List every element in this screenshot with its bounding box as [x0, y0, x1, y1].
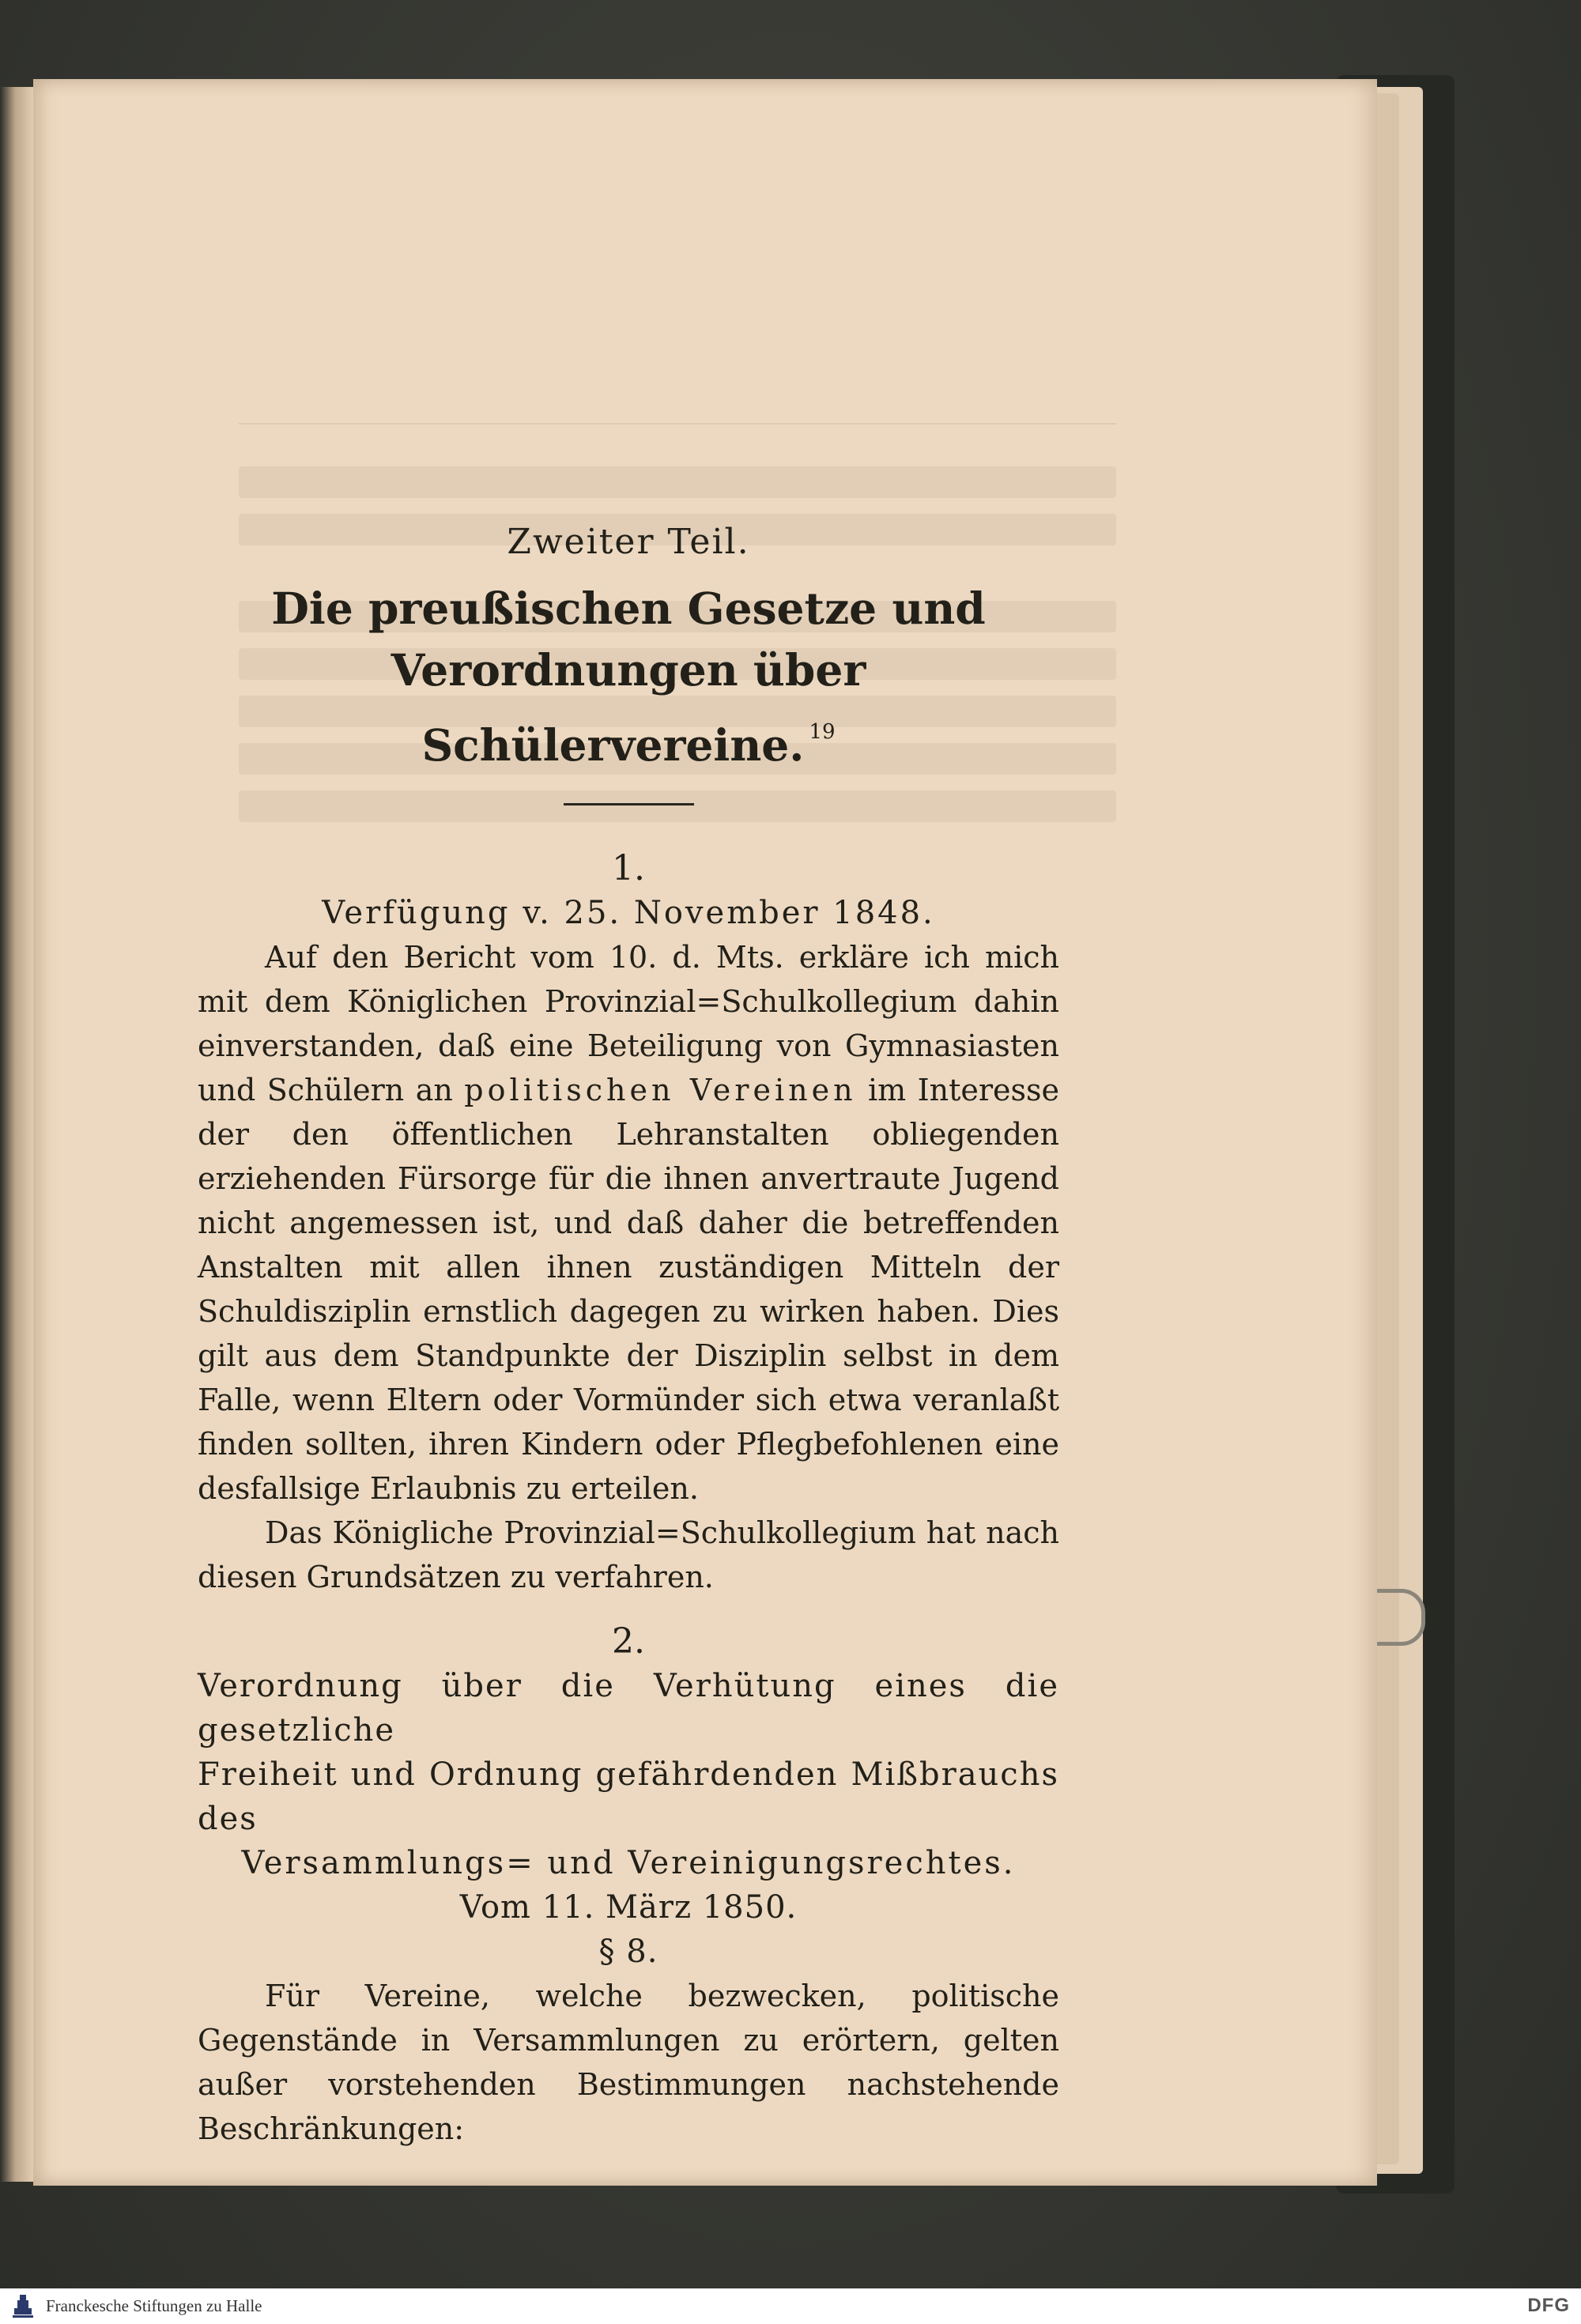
dfg-logo: DFG	[1527, 2295, 1570, 2316]
title-divider	[564, 803, 694, 805]
section-heading-line: Verordnung über die Verhütung eines die gesetzliche	[198, 1668, 1059, 1749]
paragraph-sign: § 8.	[598, 1934, 658, 1970]
section-number: 1.	[612, 848, 645, 888]
facing-page-edge	[0, 87, 33, 2182]
footnote-marker: 19	[809, 720, 836, 744]
spacer	[198, 1599, 1059, 1620]
chapter-title	[198, 578, 1059, 776]
show-through-line	[239, 466, 1116, 498]
paragraph-text: im Interesse der den öffentlichen Lehranstalten obliegenden erziehenden Fürsorge für die ihnen anvertraute Jugend nicht angemessen ist, und daß daher die betreffenden Anstalten mit allen ihnen zuständigen Mitteln der Schuldisziplin ernstlich dagegen zu wirken haben. Dies gilt aus dem Standpunkte der Disziplin selbst in dem Falle, wenn Eltern oder Vormünder sich etwa veranlaßt finden sollten, ihren Kindern oder Pflegbefohlenen eine desfallsige Erlaubnis zu erteilen.	[198, 1073, 1059, 1506]
institution-logo-icon	[11, 2293, 35, 2319]
show-through-rule	[239, 423, 1116, 424]
section-paragraph: Das Königliche Provinzial=Schulkollegium hat nach diesen Grundsätzen zu verfahren.	[198, 1515, 1059, 1594]
section-heading-line: Versammlungs= und Vereinigungsrechtes.	[241, 1845, 1016, 1881]
chapter-title-line1: Die preußischen Gesetze und Verordnungen über	[271, 583, 986, 696]
institution-name: Franckesche Stiftungen zu Halle	[46, 2296, 262, 2315]
section-paragraph	[198, 935, 1059, 1511]
page-text	[198, 522, 1059, 2151]
footer-bar	[0, 2288, 1581, 2324]
chapter-title-line2: Schülervereine.	[421, 719, 805, 771]
emphasized-text: politischen Vereinen	[464, 1073, 857, 1107]
paragraph-text: Auf den Bericht vom 10. d. Mts. erkläre ich mich mit dem Königlichen Provinzial=Schulkollegium dahin einverstanden, daß eine Beteiligung von Gymnasiasten und Schülern an	[198, 940, 1059, 1107]
part-title: Zweiter Teil.	[507, 522, 750, 562]
section-heading-line: Freiheit und Ordnung gefährdenden Mißbrauchs des	[198, 1756, 1059, 1837]
section-number: 2.	[612, 1621, 645, 1662]
section-heading: Verfügung v. 25. November 1848.	[322, 895, 935, 931]
section-paragraph: Für Vereine, welche bezwecken, politische Gegenstände in Versammlungen zu erörtern, gelten außer vorstehenden Bestimmungen nachstehende Beschränkungen:	[198, 1979, 1059, 2146]
section-date: Vom 11. März 1850.	[459, 1889, 798, 1926]
